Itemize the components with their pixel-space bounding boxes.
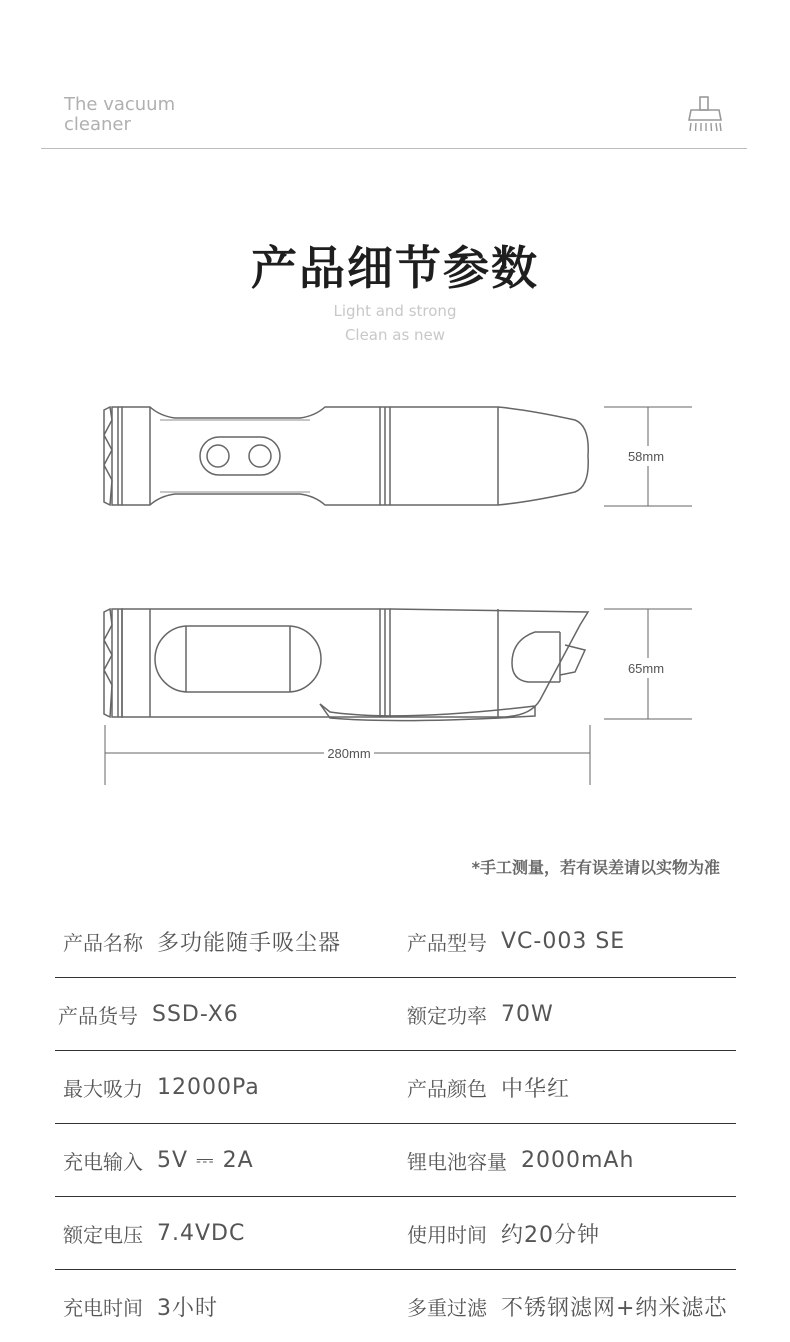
spec-row [55,1197,736,1270]
spec-label: 使用时间 [407,1222,487,1247]
top-height-label: 58mm [627,449,665,464]
vacuum-nozzle-icon [686,96,724,138]
spec-value: 中华红 [501,1076,571,1102]
spec-row [55,978,736,1051]
spec-value: 3小时 [157,1295,218,1321]
side-height-label: 65mm [627,661,665,676]
spec-label: 产品型号 [407,930,487,955]
spec-label: 额定功率 [407,1003,487,1028]
spec-row [55,1124,736,1197]
header-divider [41,148,747,149]
spec-label: 充电时间 [63,1295,143,1320]
spec-value: 7.4VDC [157,1220,246,1246]
spec-label: 产品名称 [63,930,143,955]
spec-value: 70W [501,1001,554,1027]
spec-table [55,905,736,1342]
spec-value: SSD-X6 [152,1001,239,1027]
spec-row [55,1051,736,1124]
tagline-line1: Light and strong [333,302,457,320]
spec-label: 最大吸力 [63,1076,143,1101]
spec-row [55,1270,736,1342]
spec-label: 多重过滤 [407,1295,487,1320]
spec-value: 2000mAh [521,1147,635,1173]
length-label: 280mm [327,746,371,761]
tagline-line2: Clean as new [344,326,446,344]
spec-value: VC-003 SE [501,928,626,954]
spec-label: 额定电压 [63,1222,143,1247]
spec-row [55,905,736,978]
spec-value: 5V ⎓ 2A [157,1147,254,1173]
header-subtitle [64,95,264,135]
header-subtitle-line1: The vacuum [64,94,176,115]
header-subtitle-line2: cleaner [64,114,131,135]
spec-value: 约20分钟 [501,1222,600,1248]
spec-value: 12000Pa [157,1074,260,1100]
spec-value: 不锈钢滤网+纳米滤芯 [501,1295,728,1321]
product-dimension-diagram [0,380,790,800]
spec-label: 产品货号 [58,1003,138,1028]
spec-value: 多功能随手吸尘器 [157,930,342,956]
spec-label: 产品颜色 [407,1076,487,1101]
spec-label: 锂电池容量 [407,1149,507,1174]
side-view-drawing [104,609,588,721]
section-title: 产品细节参数 [251,241,539,295]
spec-label: 充电输入 [63,1149,143,1174]
top-view-drawing [104,407,588,505]
measurement-note: *手工测量，若有误差请以实物为准 [471,858,720,877]
